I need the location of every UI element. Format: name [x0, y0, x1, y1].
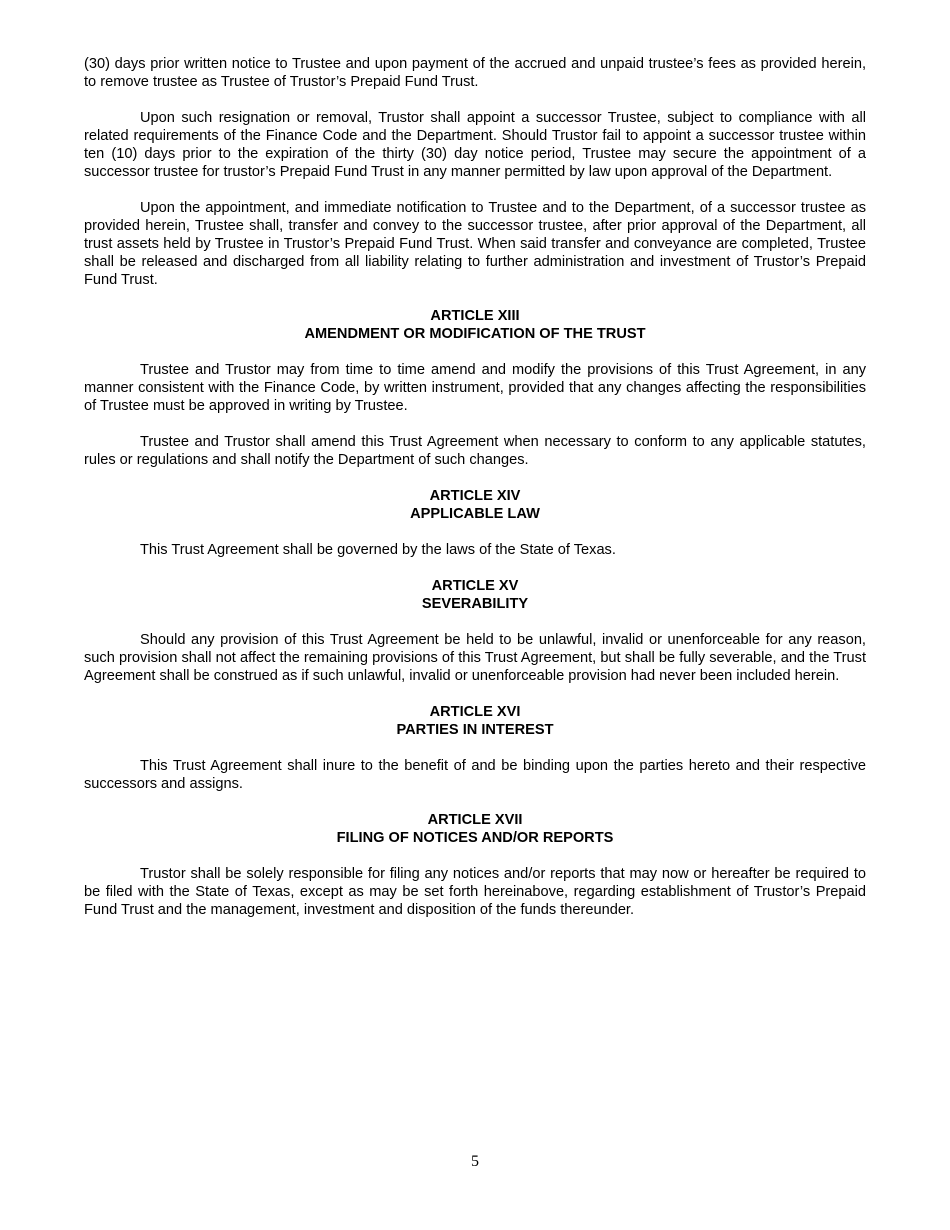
article-xiii-heading: [84, 307, 866, 343]
page-number: 5: [471, 1153, 479, 1170]
document-page: [84, 55, 866, 937]
article-xvii-heading: [84, 811, 866, 847]
paragraph-trustee-removal-notice: (30) days prior written notice to Trustee and upon payment of the accrued and unpaid trustee’s fees as provided herein, to remove trustee as Trustee of Trustor’s Prepaid Fund Trust.: [84, 56, 866, 90]
article-number: ARTICLE XIV: [429, 488, 521, 504]
paragraph-asset-transfer: Upon the appointment, and immediate notification to Trustee and to the Department, of a successor trustee as provided herein, Trustee shall, transfer and convey to the successor trustee, after prior approval of the Department, all trust assets held by Trustee in Trustor’s Prepaid Fund Trust. When said transfer and conveyance are completed, Trustee shall be released and discharged from all liability relating to further administration and investment of Trustor’s Prepaid Fund Trust.: [84, 200, 866, 288]
paragraph-successor-appointment: Upon such resignation or removal, Trustor shall appoint a successor Trustee, subject to compliance with all related requirements of the Finance Code and the Department. Should Trustor fail to appoint a successor trustee within ten (10) days prior to the expiration of the thirty (30) day notice period, Trustee may secure the appointment of a successor trustee for trustor’s Prepaid Fund Trust in any manner permitted by law upon approval of the Department.: [84, 110, 866, 180]
paragraph-parties-in-interest: This Trust Agreement shall inure to the benefit of and be binding upon the parties hereto and their respective successors and assigns.: [84, 758, 866, 792]
article-xv-heading: [84, 577, 866, 613]
paragraph-amend-provisions: Trustee and Trustor may from time to time amend and modify the provisions of this Trust Agreement, in any manner consistent with the Finance Code, by written instrument, provided that any changes affecting the responsibilities of Trustee must be approved in writing by Trustee.: [84, 362, 866, 414]
article-title: AMENDMENT OR MODIFICATION OF THE TRUST: [304, 326, 646, 342]
article-number: ARTICLE XVII: [427, 812, 523, 828]
article-xvi-heading: [84, 703, 866, 739]
paragraph-governing-law: This Trust Agreement shall be governed by the laws of the State of Texas.: [140, 542, 616, 558]
article-title: SEVERABILITY: [421, 596, 529, 612]
article-xiv-heading: [84, 487, 866, 523]
article-number: ARTICLE XVI: [429, 704, 521, 720]
paragraph-severability: Should any provision of this Trust Agreement be held to be unlawful, invalid or unenforceable for any reason, such provision shall not affect the remaining provisions of this Trust Agreement, but shall be fully severable, and the Trust Agreement shall be construed as if such unlawful, invalid or unenforceable provision had never been included herein.: [84, 632, 866, 684]
article-title: PARTIES IN INTEREST: [396, 722, 554, 738]
article-title: FILING OF NOTICES AND/OR REPORTS: [336, 830, 614, 846]
paragraph-amend-to-conform: Trustee and Trustor shall amend this Trust Agreement when necessary to conform to any applicable statutes, rules or regulations and shall notify the Department of such changes.: [84, 434, 866, 468]
article-number: ARTICLE XV: [431, 578, 519, 594]
article-number: ARTICLE XIII: [430, 308, 520, 324]
article-title: APPLICABLE LAW: [410, 506, 540, 522]
paragraph-filing-notices: Trustor shall be solely responsible for filing any notices and/or reports that may now or hereafter be required to be filed with the State of Texas, except as may be set forth hereinabove, regarding establishment of Trustor’s Prepaid Fund Trust and the management, investment and disposition of the funds thereunder.: [84, 866, 866, 918]
